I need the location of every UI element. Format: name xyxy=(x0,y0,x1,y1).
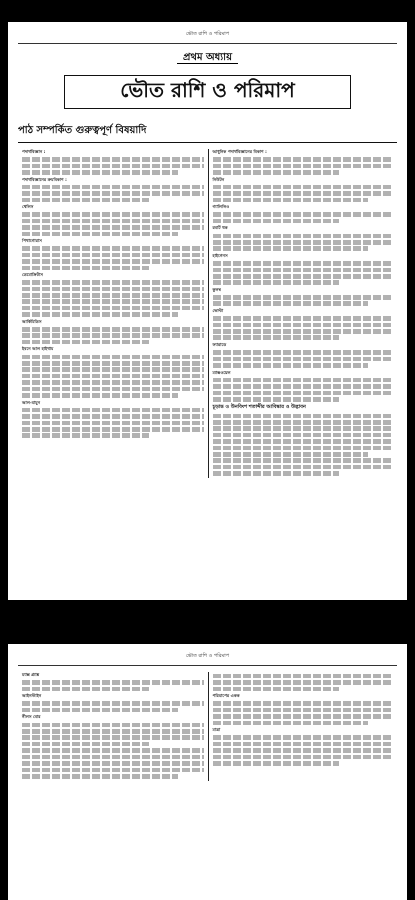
list-item: আইনস্টাইন xyxy=(22,693,204,712)
top-black-margin xyxy=(0,0,415,22)
section-heading: পাঠ সম্পর্কিত গুরুত্বপূর্ণ বিষয়াদি xyxy=(18,123,397,143)
two-column-body xyxy=(18,149,397,478)
list-item: পরিমাপের একক xyxy=(213,693,394,725)
list-item: মাত্রা xyxy=(213,727,394,765)
running-head: ভৌত রাশি ও পরিমাপ xyxy=(185,653,230,659)
list-item: হাইগেনস xyxy=(213,253,394,285)
list-item: গ্যালিলিও xyxy=(213,204,394,223)
list-item: নীলস বোর xyxy=(22,714,204,746)
subsection-heading: চূড়ান্ত ও উনবিংশ শতাব্দীর আবিষ্কার ও উদ্ভাবন xyxy=(212,403,306,410)
right-column xyxy=(208,149,398,478)
list-item: ভোল্টা xyxy=(213,308,394,340)
chapter-title: ভৌত রাশি ও পরিমাপ xyxy=(64,75,351,109)
list-item: পিথাগোরাস xyxy=(22,238,204,270)
list-item: কুলম্ব xyxy=(213,287,394,306)
list-item: আধুনিক পদার্থবিজ্ঞানের বিকাশ : xyxy=(213,149,394,175)
list-item: আল-মামুন xyxy=(22,400,204,438)
list-item xyxy=(213,414,394,476)
document-page-1 xyxy=(8,22,407,600)
list-item: পদার্থবিজ্ঞানের ক্রমবিকাশ : xyxy=(22,177,204,203)
list-item xyxy=(22,748,204,778)
list-item: ডেমোক্রিটাস xyxy=(22,272,204,317)
chapter-label: প্রথম অধ্যায় xyxy=(8,50,407,67)
left-column xyxy=(18,672,208,781)
page-gap-black xyxy=(0,600,415,644)
list-item: রবার্ট হুক xyxy=(213,225,394,251)
list-item: ইবনে আল হাইথাম xyxy=(22,346,204,397)
document-page-2 xyxy=(8,644,407,900)
right-column xyxy=(208,672,398,781)
list-item: ম্যাক্সওয়েল xyxy=(213,370,394,402)
list-item: পদার্থবিজ্ঞান : xyxy=(22,149,204,175)
left-column xyxy=(18,149,208,478)
header-rule xyxy=(18,43,397,44)
list-item xyxy=(213,674,394,691)
list-item: ম্যাক্স প্ল্যাঙ্ক xyxy=(22,672,204,691)
list-item: আর্কিমিডিস xyxy=(22,319,204,345)
header-rule xyxy=(18,665,397,666)
list-item: নিউটন xyxy=(213,177,394,203)
running-head: ভৌত রাশি ও পরিমাপ xyxy=(185,31,230,37)
list-item: ফ্যারাডে xyxy=(213,342,394,368)
list-item: থেলিস xyxy=(22,204,204,236)
two-column-body xyxy=(18,672,397,781)
